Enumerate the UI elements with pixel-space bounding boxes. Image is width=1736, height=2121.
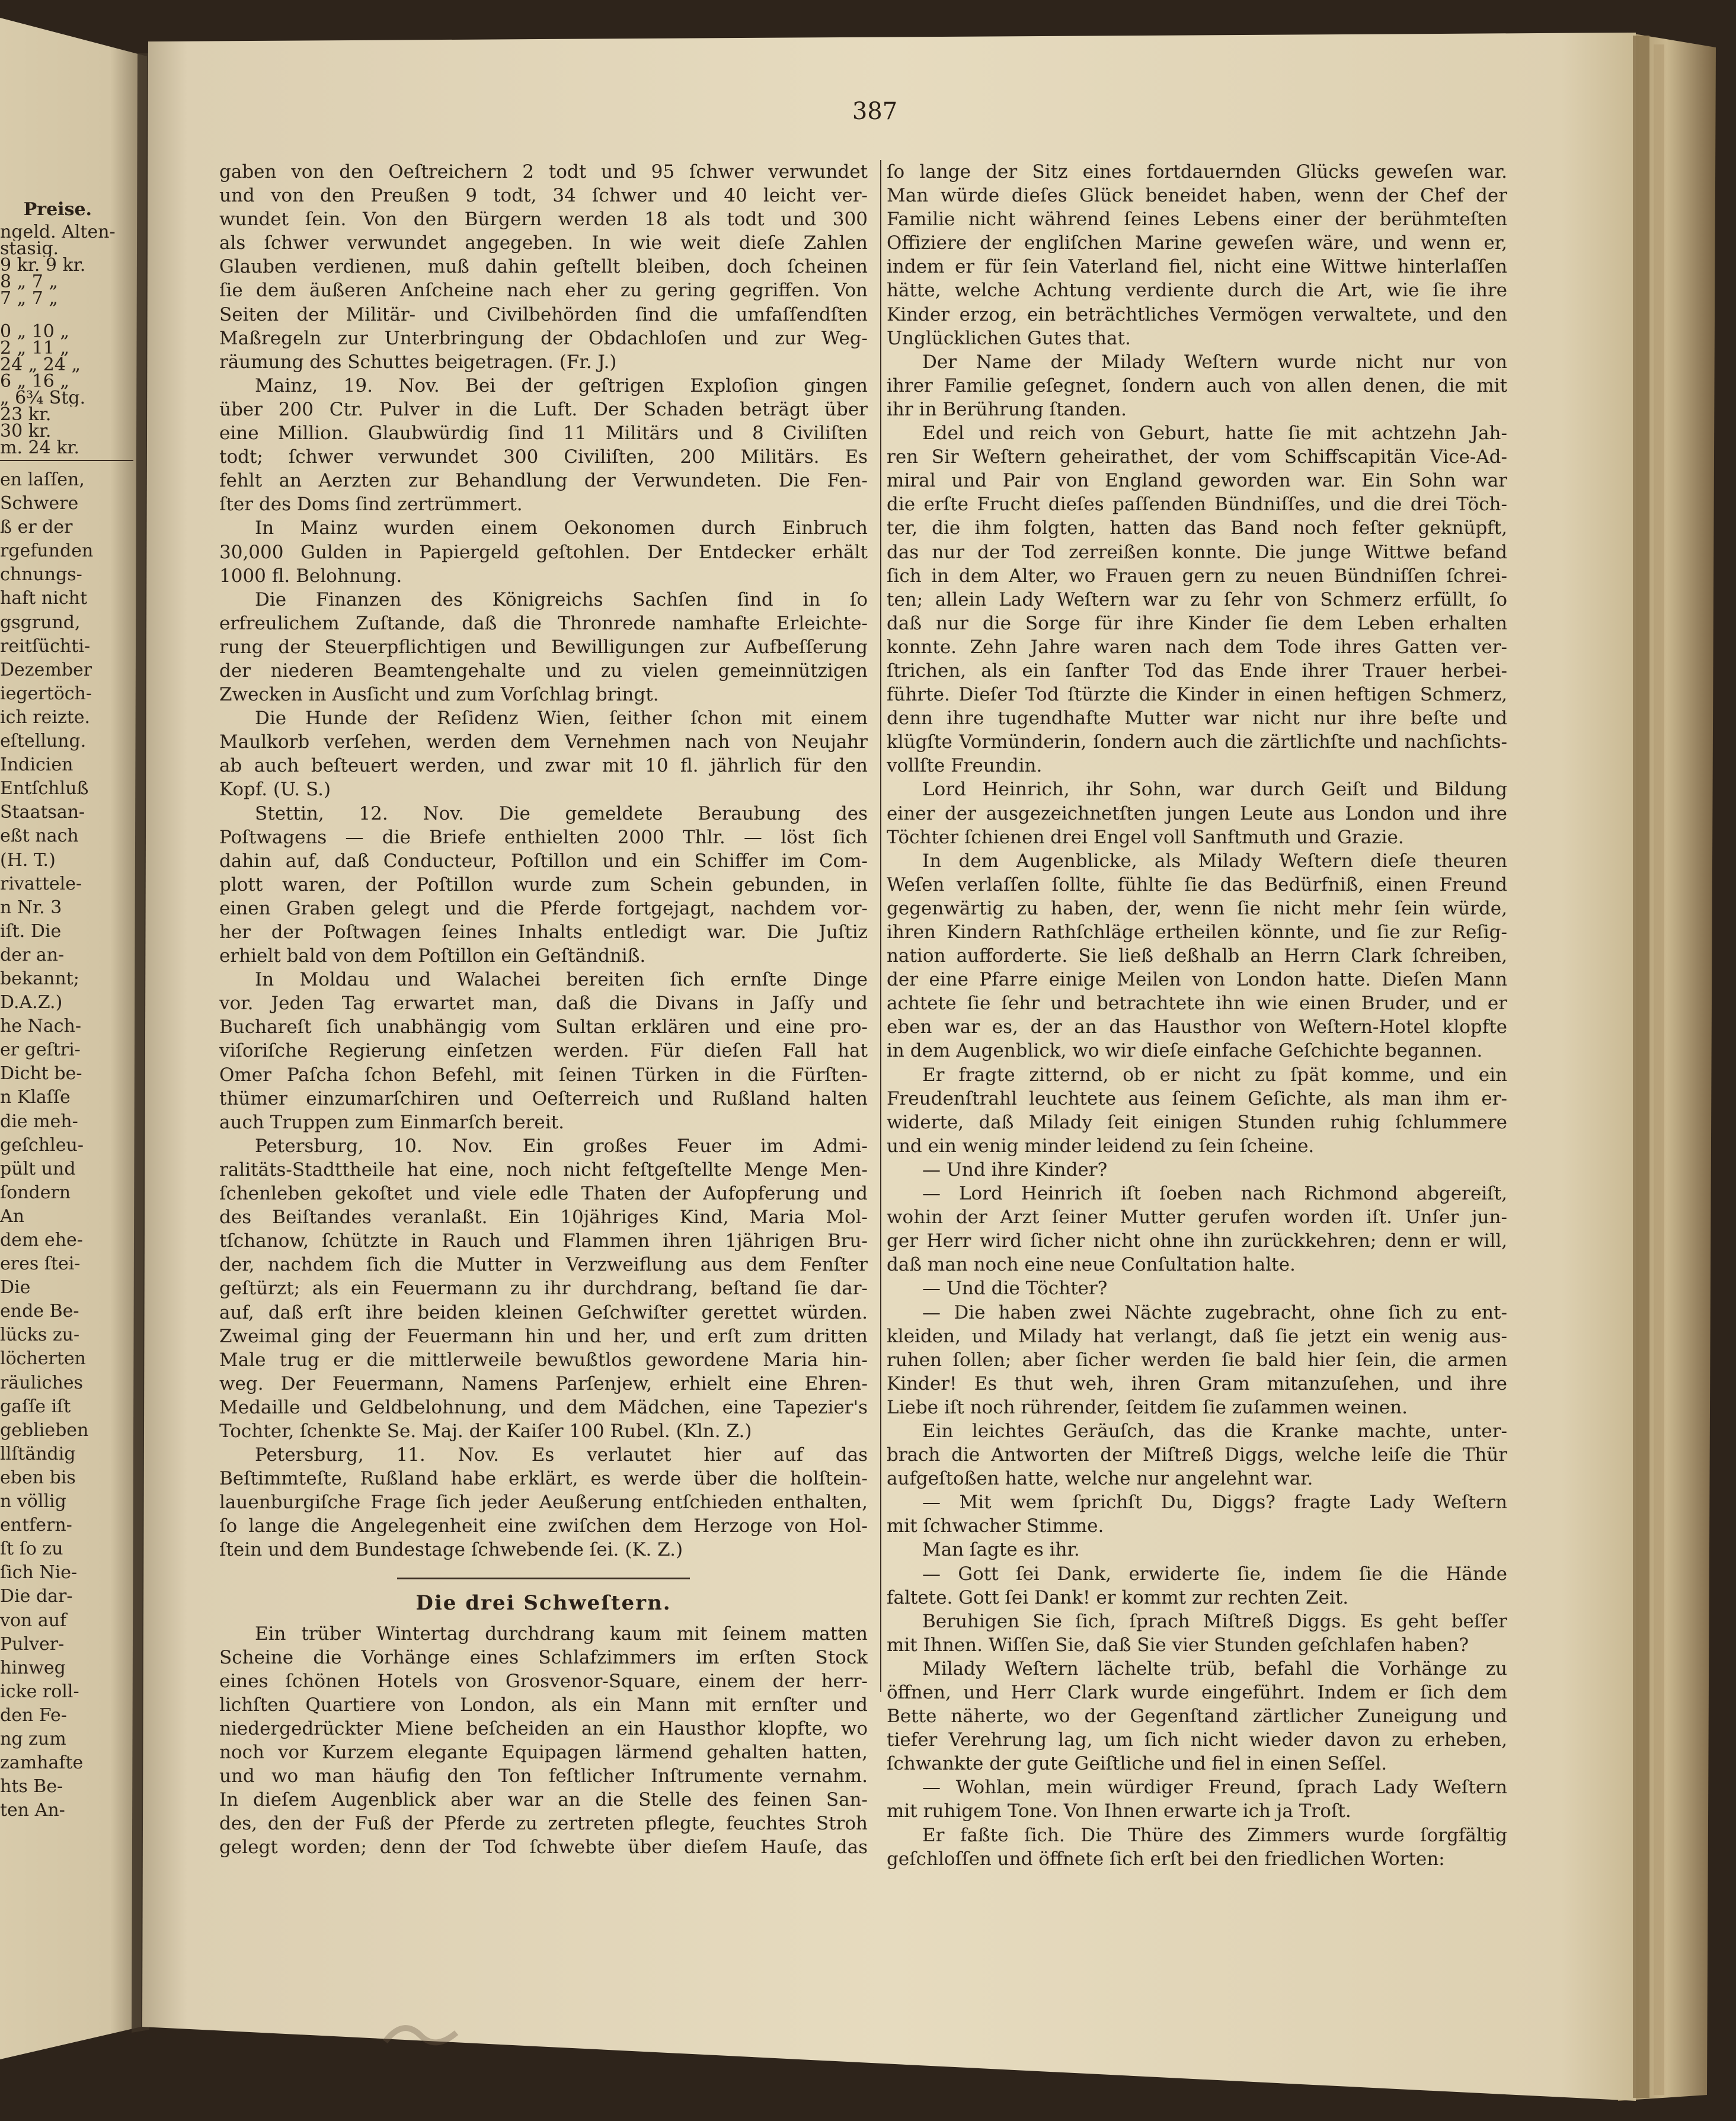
left-page-line: gsgrund, (0, 612, 81, 633)
news-line: Mainz, 19. Nov. Bei der geſtrigen Exploſion gingen (255, 375, 868, 396)
left-page-line: Staatsan- (0, 802, 85, 823)
news-line: ſtein und dem Bundestage ſchwebende ſei. (K. Z.) (219, 1539, 683, 1561)
left-page-line: chnungs- (0, 564, 82, 586)
price-row: 0 „ 10 „ (0, 324, 69, 340)
story-line: — Lord Heinrich iſt ſoeben nach Richmond abgereiſt, (922, 1183, 1507, 1205)
news-line: In Mainz wurden einem Oekonomen durch Einbruch (255, 517, 868, 539)
story-line: Ein leichtes Geräuſch, das die Kranke machte, unter- (922, 1420, 1507, 1442)
story-line: Weſen verlaſſen ſollte, fühlte ſie das Bedürfniß, einen Freund (887, 874, 1507, 895)
news-line: erhielt bald von dem Poſtillon ein Geſtändniß. (219, 945, 646, 967)
right-text-column (887, 160, 1507, 2068)
left-page-line: ende Be- (0, 1301, 79, 1322)
price-row: 2 „ 11 „ (0, 340, 69, 357)
story-line: noch vor Kurzem elegante Equipagen lärmend gehalten hatten, (219, 1742, 868, 1763)
story-line: öffnen, und Herr Clark wurde eingeführt. Indem er ſich dem (887, 1682, 1507, 1703)
story-line: achtete ſie ſehr und betrachtete ihn wie einen Bruder, und er (887, 993, 1507, 1015)
story-line: mit Ihnen. Wiſſen Sie, daß Sie vier Stunden geſchlafen haben? (887, 1634, 1469, 1656)
news-line: lauenburgiſche Frage ſich jeder Aeußerung entſchieden enthalten, (219, 1492, 868, 1514)
left-page-line: (H. T.) (0, 849, 56, 871)
news-line: Kopf. (U. S.) (219, 779, 331, 801)
story-line: Familie nicht während ſeines Lebens einer der berühmteſten (887, 209, 1507, 231)
left-page-line: Entſchluß (0, 778, 89, 799)
price-row: 7 „ 7 „ (0, 290, 58, 307)
left-page-line: Dicht be- (0, 1063, 82, 1085)
left-page-line: icke roll- (0, 1681, 79, 1702)
news-line: ſie dem äußeren Anſcheine nach eher zu gering gegriffen. Von (219, 280, 868, 302)
news-line: über 200 Ctr. Pulver in die Luft. Der Schaden beträgt über (219, 398, 868, 420)
story-line: kleiden, und Milady hat verlangt, daß ſie jetzt ein wenig aus- (887, 1325, 1507, 1347)
news-line: einen Graben gelegt und die Pferde fortgejagt, nachdem vor- (219, 897, 868, 919)
story-line: ihren Kindern Rathſchläge ertheilen könnte, und ſie zur Reſig- (887, 922, 1507, 943)
news-line: rung der Steuerpflichtigen und Bewilligungen zur Aufbeſſerung (219, 636, 868, 658)
story-line: eines ſchönen Hotels von Grosvenor-Square, einem der herr- (219, 1670, 868, 1692)
story-line: Töchter ſchienen drei Engel voll Sanftmuth und Grazie. (887, 826, 1404, 848)
left-page-line: rivattele- (0, 873, 82, 894)
story-line: ſtrichen, als ein ſanfter Tod das Ende ihrer Trauer herbei- (887, 660, 1507, 682)
story-line: mit ruhigem Tone. Von Ihnen erwarte ich ja Troſt. (887, 1800, 1351, 1822)
story-line: ger Herr wird ſicher nicht ohne ihn zurückkehren; denn er will, (887, 1230, 1507, 1252)
news-line: und von den Preußen 9 todt, 34 ſchwer und 40 leicht ver- (219, 185, 868, 207)
left-page-line: An (0, 1205, 24, 1227)
story-line: konnte. Zehn Jahre waren nach dem Tode ihres Gatten ver- (887, 636, 1507, 658)
story-line: niedergedrückter Miene beſcheiden an ein Hausthor klopfte, wo (219, 1717, 868, 1739)
story-line: Kinder erzog, ein beträchtliches Vermögen verwaltete, und den (887, 303, 1507, 325)
news-line: weg. Der Feuermann, Namens Parſenjew, erhielt eine Ehren- (219, 1373, 868, 1394)
story-line: Freudenſtrahl leuchtete aus ſeinem Geſichte, als man ihm er- (887, 1087, 1507, 1109)
left-page-line: ſt ſo zu (0, 1538, 63, 1560)
story-line: lichſten Quartiere von London, als ein Mann mit ernſter und (219, 1694, 868, 1716)
news-line: auf, daß erſt ihre beiden kleinen Geſchwiſter gerettet würden. (219, 1301, 868, 1323)
story-line: brach die Antworten der Miſtreß Diggs, welche leiſe die Thür (887, 1444, 1507, 1466)
price-row: 30 kr. (0, 423, 52, 440)
story-line: ruhen ſollen; aber ſicher werden ſie bald hier ſein, die armen (887, 1349, 1507, 1371)
news-line: plott waren, der Poſtillon wurde zum Schein gebunden, in (219, 874, 868, 895)
left-page-line: den Fe- (0, 1704, 67, 1726)
story-line: Er faßte ſich. Die Thüre des Zimmers wurde ſorgfältig (922, 1824, 1507, 1846)
news-line: erfreulichem Zuſtande, daß die Thronrede namhafte Erleichte- (219, 612, 868, 634)
left-page-line: geblieben (0, 1419, 89, 1441)
left-page-line: ten An- (0, 1800, 65, 1821)
news-line: wundet ſein. Von den Bürgern werden 18 als todt und 300 (219, 209, 868, 231)
left-page-line: die meh- (0, 1111, 78, 1132)
story-line: ren Sir Weſtern geheirathet, der vom Schiffscapitän Vice-Ad- (887, 446, 1507, 468)
news-line: Petersburg, 11. Nov. Es verlautet hier auf das (255, 1444, 868, 1466)
story-line: Er fragte zitternd, ob er nicht zu ſpät komme, und ein (922, 1064, 1507, 1086)
news-line: Omer Paſcha ſchon Befehl, mit ſeinen Türken in die Fürſten- (219, 1064, 868, 1086)
story-line: miral und Pair von England geworden war. Ein Sohn war (887, 470, 1507, 492)
price-row: 9 kr. 9 kr. (0, 257, 86, 274)
left-page-line: eßt nach (0, 826, 79, 847)
story-line: Der Name der Milady Weſtern wurde nicht nur von (922, 351, 1507, 373)
price-row: 23 kr. (0, 407, 52, 423)
news-line: dahin auf, daß Conducteur, Poſtillon und ein Schiffer im Com- (219, 850, 868, 872)
story-line: wohin der Arzt ſeiner Mutter gerufen worden iſt. Unſer jun- (887, 1207, 1507, 1229)
story-line: — Und die Töchter? (922, 1278, 1108, 1300)
story-line: Bette näherte, wo der Gegenſtand zärtlicher Zuneigung und (887, 1706, 1507, 1727)
story-line: daß nur die Sorge für ihre Kinder ſie dem Leben erhalten (887, 612, 1507, 634)
story-line: tiefer Verehrung lag, um ſich nicht wieder davon zu erheben, (887, 1729, 1507, 1751)
story-line: Lord Heinrich, ihr Sohn, war durch Geiſt und Bildung (922, 779, 1507, 801)
story-line: Unglücklichen Gutes that. (887, 327, 1131, 349)
story-line: des, den der Fuß der Pferde zu zertreten pflegte, feuchtes Stroh (219, 1813, 868, 1835)
price-row: ngeld. Alten- (0, 224, 116, 241)
news-line: Maßregeln zur Unterbringung der Obdachloſen und zur Weg- (219, 327, 868, 349)
left-page-line: iſt. Die (0, 920, 62, 942)
story-line: gegenwärtig zu haben, der, wenn ſie nicht mehr ſein würde, (887, 897, 1507, 919)
news-line: vor. Jeden Tag erwartet man, daß die Divans in Jaſſy und (219, 993, 868, 1015)
news-line: Stettin, 12. Nov. Die gemeldete Beraubung des (255, 802, 868, 824)
news-line: ſo lange die Angelegenheit eine zwiſchen dem Herzoge von Hol- (219, 1515, 868, 1537)
news-line: her der Poſtwagen ſeines Inhalts entledigt war. Die Juſtiz (219, 922, 868, 943)
story-line: die erſte Frucht dieſes paſſenden Bündniſſes, und die drei Töch- (887, 494, 1507, 516)
story-line: Milady Weſtern lächelte trüb, befahl die Vorhänge zu (922, 1658, 1507, 1679)
news-line: Petersburg, 10. Nov. Ein großes Feuer im Admi- (255, 1135, 868, 1157)
news-line: als ſchwer verwundet angegeben. In wie weit dieſe Zahlen (219, 232, 868, 254)
story-line: ſchwankte der gute Geiſtliche und fiel in einen Seſſel. (887, 1753, 1387, 1775)
left-page-line: räuliches (0, 1372, 84, 1393)
news-line: des Beiſtandes veranlaßt. Ein 10jähriges Kind, Maria Mol- (219, 1207, 868, 1229)
left-page-line: zamhafte (0, 1752, 84, 1774)
news-line: Zweimal ging der Feuermann hin und her, und erſt zum dritten (219, 1325, 868, 1347)
left-page-line: löcherten (0, 1348, 87, 1370)
price-row: stasig. (0, 241, 59, 257)
left-page-line: eſtellung. (0, 731, 87, 752)
price-row: 24 „ 24 „ (0, 357, 81, 373)
story-line: Ein trüber Wintertag durchdrang kaum mit ſeinem matten (255, 1623, 868, 1645)
left-page-line: D.A.Z.) (0, 992, 63, 1013)
story-line: gelegt worden; denn der Tod ſchwebte über dieſem Hauſe, das (219, 1837, 868, 1858)
story-line: — Wohlan, mein würdiger Freund, ſprach Lady Weſtern (922, 1777, 1507, 1799)
story-line: das nur der Tod zerreißen konnte. Die junge Wittwe befand (887, 541, 1507, 563)
left-page-text (0, 468, 139, 1822)
news-line: auch Truppen zum Einmarſch bereit. (219, 1111, 564, 1133)
news-line: 1000 fl. Belohnung. (219, 565, 402, 587)
story-line: In dem Augenblicke, als Milady Weſtern dieſe theuren (922, 850, 1507, 872)
story-line: klügſte Vormünderin, ſondern auch die zärtlichſte und nachſichts- (887, 731, 1507, 753)
prices-title: Preise. (23, 199, 92, 220)
story-line: — Gott ſei Dank, erwiderte ſie, indem ſie die Hände (922, 1563, 1507, 1585)
left-page-line: ng zum (0, 1728, 66, 1749)
news-line: viſoriſche Regierung einſetzen werden. Für dieſen Fall hat (219, 1040, 868, 1062)
story-line: daß man noch eine neue Conſultation halte. (887, 1254, 1296, 1276)
price-row: m. 24 kr. (0, 440, 79, 456)
story-line: denn ihre tugendhafte Mutter war nicht nur ihre beſte und (887, 708, 1507, 730)
page-number: 387 (852, 98, 898, 125)
news-line: ab auch beſteuert werden, und zwar mit 10 fl. jährlich für den (219, 755, 868, 777)
story-line: der eine Pfarre einige Meilen von London hatte. Dieſen Mann (887, 969, 1507, 991)
news-line: Poſtwagens — die Briefe enthielten 2000 Thlr. — löst ſich (219, 826, 868, 848)
news-line: ralitäts-Stadttheile hat eine, noch nicht feſtgeſtellte Menge Men- (219, 1159, 868, 1181)
left-page-line: eres ſtei- (0, 1253, 81, 1275)
news-line: Die Finanzen des Königreichs Sachſen ſind in ſo (255, 588, 868, 610)
news-line: Male trug er die mittlerweile bewußtlos gewordene Maria hin- (219, 1349, 868, 1371)
left-page-line: Schwere (0, 493, 79, 514)
left-page-line: eben bis (0, 1467, 76, 1488)
news-line: todt; ſchwer verwundet 300 Civiliſten, 200 Militärs. Es (219, 446, 868, 468)
story-line: ihr in Berührung ſtanden. (887, 398, 1127, 420)
news-line: Seiten der Militär- und Civilbehörden ſind die umfaſſendſten (219, 303, 868, 325)
prices-table (0, 224, 139, 456)
price-row (0, 307, 139, 324)
story-line: aufgeſtoßen hatte, welche nur angelehnt war. (887, 1468, 1313, 1490)
left-page-line: n Klaſſe (0, 1087, 71, 1108)
news-items (219, 160, 868, 1562)
left-page-line: dem ehe- (0, 1230, 83, 1250)
story-line: Liebe iſt noch rührender, ſeitdem ſie zuſammen weinen. (887, 1396, 1408, 1418)
story-line: ter, die ihm folgten, hatten das Band noch feſter geknüpft, (887, 517, 1507, 539)
story-line: eben war es, der an das Hausthor von Weſtern-Hotel klopfte (887, 1016, 1507, 1038)
left-page-line: geſchleu- (0, 1134, 84, 1156)
left-page-line: n Nr. 3 (0, 897, 62, 918)
story-line: und ein wenig minder leidend zu ſein ſcheine. (887, 1135, 1315, 1157)
news-line: Die Hunde der Reſidenz Wien, ſeither ſchon mit einem (255, 708, 868, 730)
news-line: ſter des Doms ſind zertrümmert. (219, 494, 523, 516)
story-line: ten; allein Lady Weſtern war zu ſehr von Schmerz erfüllt, ſo (887, 588, 1507, 610)
story-line: — Die haben zwei Nächte zugebracht, ohne ſich zu ent- (922, 1301, 1507, 1323)
story-line: in dem Augenblick, wo wir dieſe einfache Geſchichte begannen. (887, 1040, 1483, 1062)
left-page-line: haft nicht (0, 588, 87, 609)
news-line: In Moldau und Walachei bereiten ſich ernſte Dinge (255, 969, 868, 991)
left-page-line: ſondern (0, 1182, 71, 1203)
news-line: eine Million. Glaubwürdig ſind 11 Militärs und 8 Civiliſten (219, 423, 868, 444)
news-line: fehlt an Aerzten zur Behandlung der Verwundeten. Die Fen- (219, 470, 868, 492)
story-line: Scheine die Vorhänge eines Schlafzimmers im erſten Stock (219, 1646, 868, 1668)
story-line: Offiziere der engliſchen Marine geweſen wäre, und wenn er, (887, 232, 1507, 254)
left-divider (0, 460, 133, 461)
story-line: ſo lange der Sitz eines fortdauernden Glücks geweſen war. (887, 161, 1507, 183)
story-line: ſich in dem Alter, wo Frauen gern zu neuen Bündniſſen ſchrei- (887, 565, 1507, 587)
story-line: einer der ausgezeichnetſten jungen Leute aus London und ihre (887, 802, 1507, 824)
story-line: Kinder! Es thut weh, ihren Gram mitanzuſehen, und ihre (887, 1373, 1507, 1394)
news-line: ſchenleben gekoſtet und viele edle Thaten der Aufopferung und (219, 1183, 868, 1205)
story-rule (397, 1578, 690, 1579)
story-line: vollſte Freundin. (887, 755, 1043, 777)
column-divider (880, 160, 881, 1692)
left-page-line: er geſtri- (0, 1039, 81, 1061)
story-line: widerte, daß Milady ſeit einigen Stunden ruhig ſchlummere (887, 1111, 1507, 1133)
news-line: Tochter, ſchenkte Se. Maj. der Kaiſer 100 Rubel. (Kln. Z.) (219, 1420, 752, 1442)
news-line: Zwecken in Ausſicht und zum Vorſchlag bringt. (219, 684, 659, 706)
left-page-line: hts Be- (0, 1776, 63, 1797)
story-line: Edel und reich von Geburt, hatte ſie mit achtzehn Jah- (922, 423, 1507, 444)
left-page-line: en laſſen, (0, 469, 85, 490)
story-line: nation aufforderte. Sie ließ deßhalb an Herrn Clark ſchreiben, (887, 945, 1507, 967)
left-page-column (0, 196, 139, 2021)
left-page-line: von auf (0, 1610, 67, 1631)
left-text-column (219, 160, 868, 2068)
news-line: tſchanow, ſchützte in Rauch und Flammen ihren 1jährigen Bru- (219, 1230, 868, 1252)
price-row: 8 „ 7 „ (0, 274, 58, 290)
left-page-line: pült und (0, 1158, 76, 1179)
news-line: geſtürzt; als ein Feuermann zu ihr durchdrang, beſtand ſie dar- (219, 1278, 868, 1300)
left-page-line: ß er der (0, 517, 73, 538)
story-line: Man würde dieſes Glück beneidet haben, wenn der Chef der (887, 185, 1507, 207)
price-row: 6 „ 16 „ (0, 373, 69, 390)
news-line: Beſtimmteſte, Rußland habe erklärt, es werde über die holſtein- (219, 1468, 868, 1490)
story-line: führte. Dieſer Tod ſtürzte die Kinder in einen heftigen Schmerz, (887, 684, 1507, 706)
left-page-line: Indicien (0, 754, 73, 776)
left-page-line: rgefunden (0, 540, 94, 562)
left-page-line: entfern- (0, 1515, 72, 1536)
news-line: gaben von den Oeſtreichern 2 todt und 95 ſchwer verwundet (219, 161, 868, 183)
news-line: der, nachdem ſich die Mutter in Verzweiflung aus dem Fenſter (219, 1254, 868, 1276)
left-page-line: Die (0, 1277, 31, 1298)
left-page-line: reitſüchti- (0, 635, 91, 657)
story-text (219, 1622, 868, 1860)
news-line: Maulkorb verſehen, werden dem Vernehmen nach von Neujahr (219, 731, 868, 753)
story-line: hätte, welche Achtung verdiente durch die Art, wie ſie ihre (887, 280, 1507, 302)
left-page-line: n völlig (0, 1491, 66, 1512)
news-line: Glauben verdienen, muß dahin geſtellt bleiben, doch ſcheinen (219, 256, 868, 278)
news-line: Buchareſt ſich unabhängig vom Sultan erklären und eine pro- (219, 1016, 868, 1038)
story-line: und wo man häufig den Ton feſtlicher Inſtrumente vernahm. (219, 1765, 868, 1787)
story-line: faltete. Gott ſei Dank! er kommt zur rechten Zeit. (887, 1586, 1349, 1608)
left-page-line: Die dar- (0, 1586, 73, 1607)
story-line: — Und ihre Kinder? (922, 1159, 1108, 1181)
left-page-line: der an- (0, 944, 65, 965)
news-line: thümer einzumarſchiren und Oeſterreich und Rußland halten (219, 1087, 868, 1109)
story-line: Beruhigen Sie ſich, ſprach Miſtreß Diggs. Es geht beſſer (922, 1610, 1507, 1632)
news-line: räumung des Schuttes beigetragen. (Fr. J.) (219, 351, 617, 373)
price-row: „ 6¾ Stg. (0, 390, 86, 407)
story-line: mit ſchwacher Stimme. (887, 1515, 1104, 1537)
left-page-line: iegertöch- (0, 683, 92, 704)
left-page-line: bekannt; (0, 968, 79, 989)
story-heading: Die drei Schweſtern. (415, 1591, 672, 1615)
story-continuation (887, 160, 1507, 1871)
left-page-line: he Nach- (0, 1016, 82, 1037)
story-line: geſchloſſen und öffnete ſich erſt bei den friedlichen Worten: (887, 1848, 1445, 1870)
story-line: Man ſagte es ihr. (922, 1539, 1080, 1561)
left-page-line: lücks zu- (0, 1325, 80, 1346)
story-line: indem er für ſein Vaterland fiel, nicht eine Wittwe hinterlaſſen (887, 256, 1507, 278)
left-page-line: ich reizte. (0, 706, 91, 728)
left-page-line: ſich Nie- (0, 1562, 78, 1583)
news-line: 30,000 Gulden in Papiergeld geſtohlen. Der Entdecker erhält (219, 541, 868, 563)
news-line: Medaille und Geldbelohnung, und dem Mädchen, eine Tapezier's (219, 1396, 868, 1418)
news-line: der niederen Beamtengehalte und zu vielen gemeinnützigen (219, 660, 868, 682)
left-page-line: llſtändig (0, 1443, 76, 1464)
story-line: ihrer Familie geſegnet, ſondern auch von allen denen, die mit (887, 375, 1507, 396)
left-page-line: gaſſe iſt (0, 1396, 71, 1417)
story-line: — Mit wem ſprichſt Du, Diggs? fragte Lady Weſtern (922, 1492, 1507, 1514)
story-line: In dieſem Augenblick aber war an die Stelle des feinen San- (219, 1789, 868, 1811)
left-page-line: hinweg (0, 1657, 66, 1678)
left-page-line: Dezember (0, 659, 92, 680)
left-page-line: Pulver- (0, 1633, 65, 1655)
